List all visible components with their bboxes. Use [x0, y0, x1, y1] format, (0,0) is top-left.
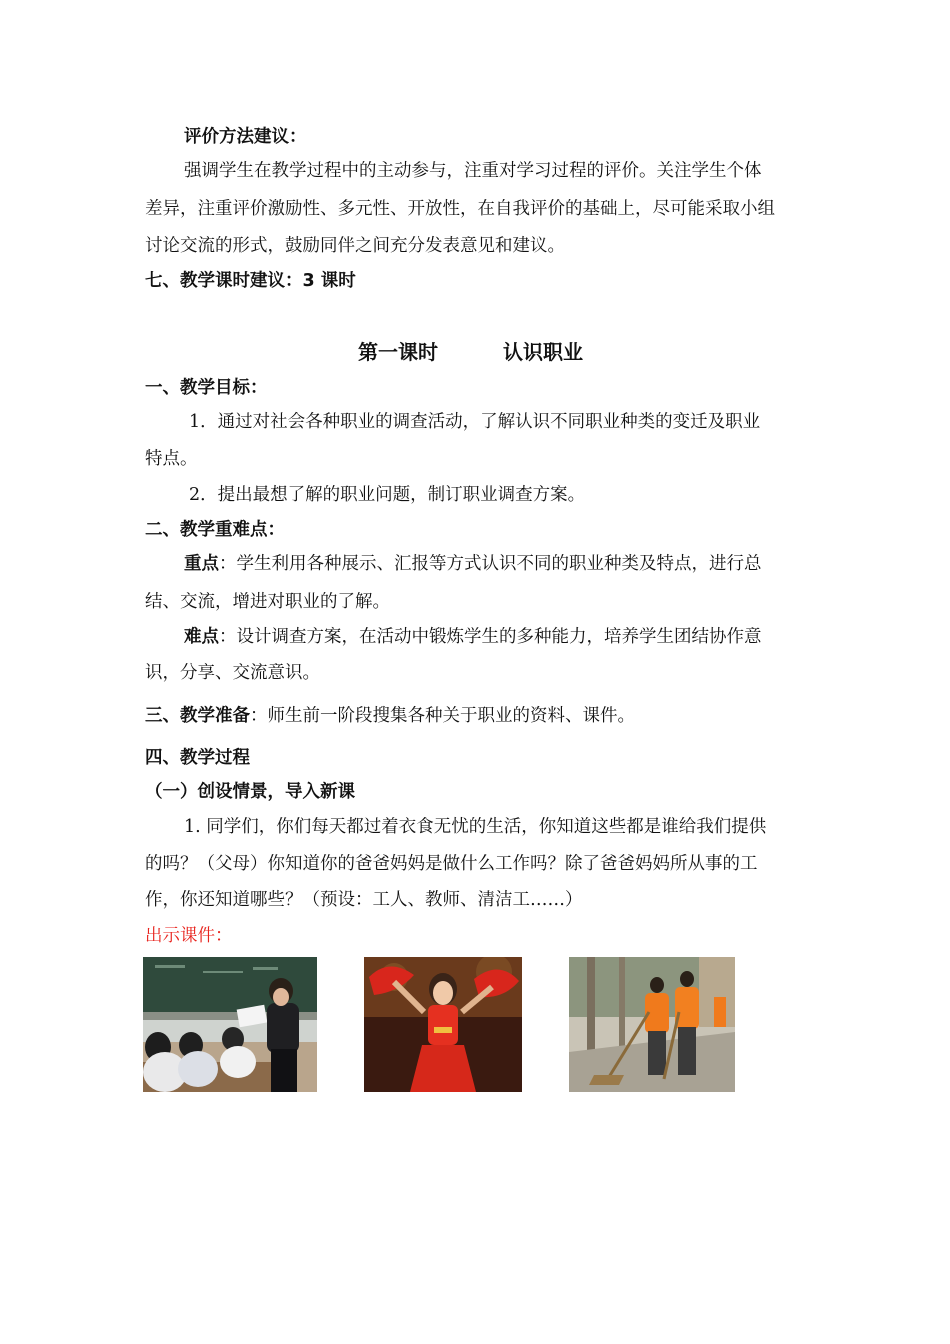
- eval-line-2: 差异，注重评价激励性、多元性、开放性，在自我评价的基础上，尽可能采取小组: [145, 199, 775, 219]
- goal-1-line-1: 1．通过对社会各种职业的调查活动，了解认识不同职业种类的变迁及职业: [189, 412, 761, 432]
- dancer-photo-image: [364, 957, 522, 1092]
- goal-1-line-2: 特点。: [145, 449, 198, 469]
- prep-line: [145, 704, 635, 728]
- key-point-line-1: [184, 552, 762, 576]
- process-heading: 四、教学过程: [145, 748, 250, 768]
- eval-line-1: 强调学生在教学过程中的主动参与，注重对学习过程的评价。关注学生个体: [184, 161, 762, 181]
- lesson-title-right: 认识职业: [503, 340, 583, 364]
- show-courseware: 出示课件：: [145, 926, 233, 946]
- process-p1-line-2: 的吗？（父母）你知道你的爸爸妈妈是做什么工作吗？除了爸爸妈妈所从事的工: [145, 854, 758, 874]
- goals-heading: 一、教学目标：: [145, 378, 268, 398]
- street-cleaner-photo-image: [569, 957, 735, 1092]
- dancer-photo: [364, 957, 522, 1092]
- street-cleaner-photo: [569, 957, 735, 1092]
- hard-point-line-1: [184, 625, 762, 649]
- process-sub-1: （一）创设情景，导入新课: [145, 782, 355, 802]
- teacher-photo: [143, 957, 317, 1092]
- prep-text: ：师生前一阶段搜集各种关于职业的资料、课件。: [250, 706, 635, 726]
- eval-heading: 评价方法建议：: [184, 127, 307, 147]
- section-7-heading: 七、教学课时建议：3 课时: [145, 271, 356, 291]
- key-point-label: 重点: [184, 554, 219, 574]
- hard-point-line-2: 识，分享、交流意识。: [145, 663, 320, 683]
- hard-point-text: ：设计调查方案，在活动中锻炼学生的多种能力，培养学生团结协作意: [219, 627, 762, 647]
- goal-2: 2．提出最想了解的职业问题，制订职业调查方案。: [189, 485, 586, 505]
- key-point-line-2: 结、交流，增进对职业的了解。: [145, 592, 390, 612]
- prep-label: 三、教学准备: [145, 706, 250, 726]
- hard-point-label: 难点: [184, 627, 219, 647]
- eval-line-3: 讨论交流的形式，鼓励同伴之间充分发表意见和建议。: [145, 236, 565, 256]
- process-p1-line-3: 作，你还知道哪些？（预设：工人、教师、清洁工……）: [145, 890, 583, 910]
- process-p1-line-1: 1. 同学们，你们每天都过着衣食无忧的生活，你知道这些都是谁给我们提供: [184, 817, 767, 837]
- key-point-text: ：学生利用各种展示、汇报等方式认识不同的职业种类及特点，进行总: [219, 554, 762, 574]
- lesson-title-left: 第一课时: [358, 340, 438, 364]
- keypoints-heading: 二、教学重难点：: [145, 520, 285, 540]
- teacher-photo-image: [143, 957, 317, 1092]
